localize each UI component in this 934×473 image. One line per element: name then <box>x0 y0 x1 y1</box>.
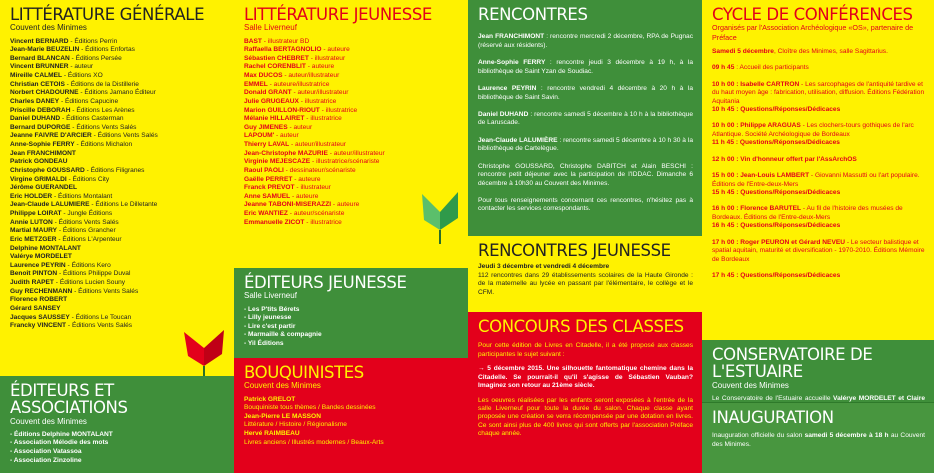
litterature-jeunesse-entry-detail: - illustrateur <box>308 54 346 62</box>
litterature-generale-entry <box>10 158 225 167</box>
litterature-generale-entry-name: Judith RAPET <box>10 279 54 287</box>
litterature-generale-entry-detail: - Jungle Éditions <box>61 210 113 218</box>
litterature-generale-entry-detail: - Éditions Vents Salés <box>91 132 158 140</box>
conservatoire-text <box>712 395 925 402</box>
bouquinistes-section <box>234 358 468 473</box>
rencontres-jeunesse-text: 112 rencontres dans 29 établissements scolaires de la Haute Gironde : de la maternelle au lycée en passant par l'élémentaire, le collège et le CFM. <box>478 271 693 296</box>
rencontre-paragraph <box>478 137 693 154</box>
litterature-jeunesse-entry <box>244 38 459 47</box>
editeurs-jeunesse-item: - Marmaille & compagnie <box>244 331 322 339</box>
conference-item <box>712 205 925 230</box>
litterature-jeunesse-entry-name: Rachel CORENBLIT <box>244 63 306 71</box>
litterature-jeunesse-entry-detail: - illustratrice <box>304 218 342 226</box>
litterature-jeunesse-entry-detail: - auteur/illustrateur <box>291 89 349 97</box>
litterature-generale-section <box>0 0 234 376</box>
litterature-generale-entry-name: Priscille DEBORAH <box>10 106 71 114</box>
cycle-conferences-title: CYCLE DE CONFÉRENCES <box>712 5 913 24</box>
litterature-generale-entry-name: Martial MAURY <box>10 227 58 235</box>
litterature-generale-entry <box>10 150 225 159</box>
litterature-generale-entry-name: Norbert CHADOURNE <box>10 89 79 97</box>
litterature-generale-entry-name: Guy RECHENMANN <box>10 287 73 295</box>
litterature-generale-entry <box>10 72 225 81</box>
rencontres-jeunesse-title: RENCONTRES JEUNESSE <box>478 241 671 260</box>
conference-time: 10 h 00 : Isabelle CARTRON <box>712 80 800 88</box>
litterature-generale-entry <box>10 270 225 279</box>
litterature-jeunesse-entry-name: Raoul PAOLI <box>244 166 284 174</box>
litterature-generale-entry-detail: - Éditions Les Arènes <box>70 106 135 114</box>
conference-time: 10 h 00 : Philippe ARAGUAS <box>712 122 801 130</box>
conference-text: - Le secteur balistique et spatial aquitain, maturité et diversification - 1970-2010. Éditions Mémoire de Bordeaux <box>712 238 925 263</box>
rencontre-text: Pour tous renseignements concernant ces rencontres, n'hésitez pas à contacter les services correspondants. <box>478 197 693 213</box>
concours-outro: Les oeuvres réalisées par les enfants seront exposées à l'entrée de la salle Liverneuf pour toute la durée du salon. Chaque classe ayant proposée une création se verra récompensée par une dotation en livres. Ce sont ainsi plus de 400 livres qui sont offerts par l'association Préface chaque année. <box>478 396 693 438</box>
rencontres-title: RENCONTRES <box>478 5 588 24</box>
litterature-jeunesse-entry-name: Thierry LAVAL <box>244 141 290 149</box>
rencontre-text: : rencontre jeudi 3 décembre à 19 h, à la bibliothèque de Saint Yzan de Soudiac. <box>478 59 693 75</box>
concours-intro: Pour cette édition de Livres en Citadelle, il a été proposé aux classes participantes le sujet suivant : <box>478 342 693 358</box>
conference-text: , Cloître des Minimes, salle Sagittarius. <box>773 47 888 55</box>
litterature-generale-entry-name: Bernard BLANCAN <box>10 54 70 62</box>
bouquiniste-specialty: Bouquiniste tous thèmes / Bandes dessinées <box>244 404 376 412</box>
litterature-generale-entry-detail: - Éditions Casterman <box>60 115 124 123</box>
rencontre-paragraph <box>478 85 693 102</box>
editeurs-associations-list <box>10 431 225 466</box>
litterature-jeunesse-entry-detail: - illustratrice/scénariste <box>310 158 380 166</box>
litterature-jeunesse-entry-detail: - illustrateur BD <box>261 37 310 45</box>
conference-item <box>712 156 925 164</box>
litterature-jeunesse-entry <box>244 89 459 98</box>
conservatoire-section <box>702 340 934 402</box>
bouquinistes-list <box>244 396 459 448</box>
litterature-generale-entry-detail: - Éditions Lucien Souny <box>53 279 126 287</box>
litterature-jeunesse-entry-detail: - illustrateur <box>294 184 331 192</box>
rencontre-text: : rencontre vendredi 4 décembre à 20 h à la bibliothèque de Saint Savin. <box>478 85 693 101</box>
rencontre-text: : rencontre mercredi 2 décembre, RPA de Pugnac (réservé aux résidents). <box>478 33 693 49</box>
litterature-generale-entry-detail: - Éditions Le Dilletante <box>89 201 158 209</box>
litterature-generale-entry <box>10 296 225 305</box>
litterature-generale-entry-name: Vincent BERNARD <box>10 37 69 45</box>
litterature-jeunesse-entry-name: Emmanuelle ZICOT <box>244 218 305 226</box>
litterature-generale-entry <box>10 184 225 193</box>
cycle-conferences-subtitle: Organisés par l'Association Archéologique «OS», partenaire de Préface <box>712 23 914 42</box>
conference-time: 09 h 45 <box>712 64 735 72</box>
litterature-generale-entry-detail: - Éditions Capucine <box>59 97 119 105</box>
litterature-jeunesse-entry-detail: - auteur/illustrateur <box>289 141 346 149</box>
litterature-jeunesse-entry-name: Virginie MEJESCAZE <box>244 158 311 166</box>
litterature-jeunesse-entry-name: Eric WANTIEZ <box>244 210 288 218</box>
conference-text: - Les clochers-tours gothiques de l'arc Atlantique. Société Archéologique de Bordeaux <box>712 122 914 138</box>
litterature-generale-entry-detail: - Éditions XO <box>62 72 103 80</box>
editeurs-jeunesse-title: ÉDITEURS JEUNESSE <box>244 273 407 292</box>
open-book-icon <box>178 318 230 376</box>
litterature-jeunesse-entry-detail: - auteur/illustrateur <box>327 149 385 157</box>
rencontres-section <box>468 0 702 236</box>
litterature-jeunesse-entry <box>244 72 459 81</box>
litterature-generale-entry <box>10 38 225 47</box>
litterature-jeunesse-entry <box>244 98 459 107</box>
litterature-generale-entry <box>10 132 225 141</box>
litterature-jeunesse-entry <box>244 124 459 133</box>
litterature-jeunesse-entry-name: Sébastien CHEBRET <box>244 54 309 62</box>
litterature-jeunesse-entry <box>244 55 459 64</box>
litterature-generale-entry-detail: - Éditions Grancher <box>57 227 116 235</box>
litterature-generale-entry <box>10 63 225 72</box>
litterature-jeunesse-entry-name: Max DUCOS <box>244 72 283 80</box>
litterature-jeunesse-section <box>234 0 468 268</box>
litterature-jeunesse-entry-name: Raffaella BERTAGNOLIO <box>244 46 322 54</box>
litterature-generale-entry-detail: - Éditions Montalant <box>52 192 113 200</box>
conference-text: - Les sarcophages de l'antiquité tardive et du haut moyen âge : fabrication, utilisation, diffusion. Éditions Fédération Aquitania <box>712 80 925 105</box>
litterature-jeunesse-entry <box>244 107 459 116</box>
litterature-generale-entry <box>10 89 225 98</box>
litterature-generale-entry-name: Florence ROBERT <box>10 296 68 304</box>
rencontre-author: Daniel DUHAND <box>478 110 529 118</box>
litterature-jeunesse-entry-name: EMMEL <box>244 80 268 88</box>
litterature-generale-entry-name: Christian CETOIS <box>10 80 65 88</box>
litterature-jeunesse-entry-name: Julie GRUGEAUX <box>244 97 299 105</box>
editeurs-associations-item: - Association Mélodie des mots <box>10 439 109 447</box>
editeurs-jeunesse-list <box>244 306 459 349</box>
litterature-jeunesse-entry <box>244 167 459 176</box>
rencontre-paragraph <box>478 33 693 50</box>
litterature-generale-entry-detail: - Éditions Vents Salés <box>70 123 137 131</box>
litterature-jeunesse-entry <box>244 158 459 167</box>
column-2 <box>234 0 468 473</box>
editeurs-jeunesse-item: - Lilly jeunesse <box>244 314 292 322</box>
conference-time: 17 h 45 : Questions/Réponses/Dédicaces <box>712 272 841 280</box>
litterature-generale-entry <box>10 98 225 107</box>
litterature-generale-entry <box>10 107 225 116</box>
litterature-generale-subtitle: Couvent des Minimes <box>10 23 87 33</box>
litterature-jeunesse-entry-detail: - auteure <box>321 46 350 54</box>
litterature-jeunesse-subtitle: Salle Liverneuf <box>244 23 297 33</box>
rencontre-paragraph <box>478 197 693 214</box>
conference-text: - Au fil de l'histoire des musées de Bordeaux. Éditions de l'Entre-deux-Mers <box>712 205 903 221</box>
inauguration-text-bold: samedi 5 décembre à 18 h <box>804 432 889 440</box>
litterature-jeunesse-entry <box>244 115 459 124</box>
litterature-generale-entry-name: Laurence PEYRIN <box>10 261 66 269</box>
litterature-generale-entry-name: Delphine MONTALANT <box>10 244 81 252</box>
conservatoire-text-prefix: Le Conservatoire de l'Estuaire accueille <box>712 394 834 402</box>
litterature-generale-entry <box>10 236 225 245</box>
litterature-generale-entry <box>10 141 225 150</box>
conservatoire-subtitle: Couvent des Minimes <box>712 380 789 390</box>
conference-item <box>712 122 925 147</box>
litterature-generale-entry <box>10 279 225 288</box>
litterature-jeunesse-entry-name: Gaëlle PERRET <box>244 175 293 183</box>
litterature-generale-entry-name: Eric HOLDER <box>10 192 53 200</box>
litterature-generale-entry-detail: - Éditions Vents Salés <box>72 287 139 295</box>
editeurs-associations-subtitle: Couvent des Minimes <box>10 416 87 426</box>
inauguration-title: INAUGURATION <box>712 408 834 427</box>
litterature-generale-entry <box>10 288 225 297</box>
litterature-generale-entry-detail: - Éditions Jamano Éditeur <box>78 89 156 97</box>
conference-time: 15 h 00 : Jean-Louis LAMBERT <box>712 172 810 180</box>
litterature-generale-entry-detail: - Éditions Philippe Duval <box>57 270 131 278</box>
litterature-generale-entry-name: Virgine GRIMALDI <box>10 175 67 183</box>
cycle-conferences-schedule <box>712 48 925 281</box>
litterature-jeunesse-entry-detail: - auteure <box>305 63 335 71</box>
litterature-generale-entry-name: Valérye MORDELET <box>10 253 72 261</box>
litterature-jeunesse-entry-detail: - auteur <box>274 132 299 140</box>
litterature-jeunesse-entry-name: Franck PREVOT <box>244 184 295 192</box>
litterature-generale-entry-name: Christophe GOUSSARD <box>10 166 85 174</box>
rencontre-author: Laurence PEYRIN <box>478 85 537 93</box>
litterature-generale-list <box>10 38 225 331</box>
rencontre-paragraph <box>478 163 693 188</box>
conference-item <box>712 48 925 56</box>
litterature-generale-entry-detail: - Éditions Perrin <box>68 37 118 45</box>
litterature-generale-entry-name: Anne-Sophie FERRY <box>10 141 75 149</box>
litterature-generale-entry-name: Mireille CALMEL <box>10 72 63 80</box>
litterature-generale-entry-name: Daniel DUHAND <box>10 115 61 123</box>
conference-time: 16 h 00 : Florence BARUTEL <box>712 205 802 213</box>
conference-item <box>712 172 925 197</box>
litterature-generale-entry <box>10 115 225 124</box>
litterature-jeunesse-entry-detail: - illustratrice <box>304 115 342 123</box>
litterature-generale-entry-name: Jean-Claude LALUMIERE <box>10 201 90 209</box>
litterature-generale-entry-detail: - Éditions Le Toucan <box>69 313 132 321</box>
conference-time: 17 h 00 : Roger PEURON et Gérard NEVEU <box>712 238 846 246</box>
litterature-jeunesse-entry-name: Anne SAMUEL <box>244 192 291 200</box>
rencontre-author: Jean-Claude LALUMIÈRE <box>478 136 558 144</box>
litterature-generale-entry-detail: - Éditions Kero <box>65 261 111 269</box>
litterature-jeunesse-entry-detail: - auteure <box>331 201 360 209</box>
bouquinistes-title: BOUQUINISTES <box>244 363 364 382</box>
conference-item <box>712 81 925 115</box>
litterature-jeunesse-entry-name: Marion GUILLON-RIOUT <box>244 106 320 114</box>
litterature-generale-entry <box>10 305 225 314</box>
litterature-generale-entry-name: Philippe LOIRAT <box>10 210 62 218</box>
rencontre-author: Jean FRANCHIMONT <box>478 33 545 41</box>
column-4 <box>702 0 934 473</box>
litterature-generale-entry-name: Jacques SAUSSEY <box>10 313 70 321</box>
editeurs-jeunesse-section <box>234 268 468 358</box>
conference-time: 12 h 00 : Vin d'honneur offert par l'AssArchOS <box>712 155 857 163</box>
conference-qa: 16 h 45 : Questions/Réponses/Dédicaces <box>712 222 841 230</box>
editeurs-associations-item: - Éditions Delphine MONTALANT <box>10 430 113 438</box>
litterature-generale-entry-name: Vincent BRUNNER <box>10 63 69 71</box>
inauguration-text-prefix: Inauguration officielle du salon <box>712 432 805 440</box>
conference-text: : Accueil des participants <box>734 64 809 72</box>
editeurs-jeunesse-item: - Lire c'est partir <box>244 322 296 330</box>
conference-item <box>712 239 925 264</box>
rencontre-author: Anne-Sophie FERRY <box>478 59 546 67</box>
editeurs-associations-title: ÉDITEURS ET ASSOCIATIONS <box>10 381 128 418</box>
litterature-generale-entry <box>10 219 225 228</box>
litterature-jeunesse-entry-detail: - auteure <box>290 192 319 200</box>
litterature-generale-entry-detail: - Éditions Vents Salés <box>52 218 119 226</box>
editeurs-associations-item: - Association Vatassoa <box>10 448 82 456</box>
concours-section <box>468 312 702 473</box>
conference-time: Samedi 5 décembre <box>712 47 774 55</box>
editeurs-jeunesse-item: - Yil Éditions <box>244 340 284 348</box>
litterature-generale-entry <box>10 81 225 90</box>
litterature-jeunesse-entry-detail: - auteur/illustrateur <box>282 72 340 80</box>
litterature-jeunesse-title: LITTÉRATURE JEUNESSE <box>244 5 432 24</box>
litterature-jeunesse-entry-name: Jeanne TABONI-MISERAZZI <box>244 201 332 209</box>
litterature-generale-entry <box>10 167 225 176</box>
bouquiniste-specialty: Littérature / Histoire / Régionalisme <box>244 421 347 429</box>
rencontre-text: : rencontre samedi 5 décembre à 10 h à la bibliothèque de Laruscade. <box>478 110 693 127</box>
litterature-generale-entry-name: Francky VINCENT <box>10 322 67 330</box>
litterature-jeunesse-entry <box>244 46 459 55</box>
litterature-jeunesse-entry <box>244 150 459 159</box>
litterature-jeunesse-entry-name: BAST <box>244 37 262 45</box>
litterature-generale-entry <box>10 253 225 262</box>
bouquiniste-name: Patrick GRELOT <box>244 395 296 403</box>
editeurs-jeunesse-subtitle: Salle Liverneuf <box>244 291 297 301</box>
inauguration-section <box>702 402 934 473</box>
cycle-conferences-section <box>702 0 934 340</box>
conference-text: - Giovanni Massutti ou l'art populaire. Éditions de l'Entre-deux-Mers <box>712 172 920 188</box>
inauguration-text-suffix: au Couvent des Minimes. <box>712 432 925 448</box>
litterature-generale-entry <box>10 227 225 236</box>
litterature-jeunesse-entry-detail: - illustratrice <box>298 97 337 105</box>
litterature-generale-entry-detail: - Éditions City <box>66 175 110 183</box>
litterature-generale-entry-name: Bernard DUPORGE <box>10 123 71 131</box>
rencontres-jeunesse-date: Jeudi 3 décembre et vendredi 4 décembre <box>478 263 610 271</box>
bouquiniste-name: Hervé RAIMBEAU <box>244 430 300 438</box>
rencontre-paragraph <box>478 59 693 76</box>
conference-qa: 10 h 45 : Questions/Réponses/Dédicaces <box>712 105 841 113</box>
litterature-jeunesse-entry <box>244 81 459 90</box>
litterature-generale-entry-detail: - Éditions Filigranes <box>84 166 145 174</box>
litterature-jeunesse-entry-name: Mélanie HILLAIRET <box>244 115 305 123</box>
litterature-jeunesse-entry-detail: - auteur/scénariste <box>287 210 345 218</box>
litterature-jeunesse-entry-detail: - auteure <box>292 175 321 183</box>
litterature-generale-entry-name: Jérôme GUERANDEL <box>10 184 78 192</box>
litterature-jeunesse-entry <box>244 132 459 141</box>
litterature-generale-title: LITTÉRATURE GÉNÉRALE <box>10 5 205 24</box>
litterature-generale-entry <box>10 176 225 185</box>
litterature-generale-entry-detail: - Éditions de la Distillerie <box>64 80 139 88</box>
litterature-jeunesse-entry-detail: - auteur <box>287 123 313 131</box>
litterature-generale-entry-detail: - Éditions Vents Salés <box>66 322 133 330</box>
litterature-generale-entry-name: Gérard SANSEY <box>10 304 61 312</box>
litterature-generale-entry <box>10 245 225 254</box>
litterature-jeunesse-entry-name: Donald GRANT <box>244 89 292 97</box>
editeurs-associations-item: - Association Zinzoline <box>10 456 82 464</box>
litterature-jeunesse-entry-detail: - auteure/illustratrice <box>267 80 330 88</box>
concours-subject: → 5 décembre 2015. Une silhouette fantomatique chemine dans la Citadelle. Se pourrait-il qu'il s'agisse de Sébastien Vauban? Imaginez son retour au 21ème siècle. <box>478 365 693 390</box>
litterature-generale-entry-detail: - Éditions Enfortas <box>79 46 135 54</box>
litterature-generale-entry <box>10 46 225 55</box>
litterature-generale-entry-name: Patrick GONDEAU <box>10 158 68 166</box>
litterature-generale-entry-name: Charles DANEY <box>10 97 60 105</box>
litterature-generale-entry-detail: - Éditions L'Arpenteur <box>56 235 122 243</box>
litterature-jeunesse-entry <box>244 63 459 72</box>
litterature-generale-entry-detail: - Éditions Michalon <box>74 141 133 149</box>
rencontres-list <box>478 33 693 214</box>
litterature-generale-entry-detail: - auteur <box>68 63 94 71</box>
litterature-generale-entry-name: Jean FRANCHIMONT <box>10 149 76 157</box>
litterature-jeunesse-entry <box>244 141 459 150</box>
conference-item <box>712 64 925 72</box>
conservatoire-text-bold: Valérye MORDELET et Claire <box>833 394 925 402</box>
column-1 <box>0 0 234 473</box>
conference-item <box>712 272 925 280</box>
litterature-jeunesse-entry-name: Jean-Christophe MAZURIE <box>244 149 328 157</box>
bouquiniste-name: Jean-Pierre LE MASSON <box>244 412 321 420</box>
open-book-icon <box>414 182 466 244</box>
concours-title: CONCOURS DES CLASSES <box>478 317 684 336</box>
litterature-generale-entry-name: Annie LUTON <box>10 218 53 226</box>
rencontre-text: : rencontre samedi 5 décembre à 10 h 30 à la bibliothèque de Cartelègue. <box>478 136 693 153</box>
litterature-generale-entry-name: Jean-Marie BEUZELIN <box>10 46 80 54</box>
litterature-jeunesse-entry-name: LAPOUM' <box>244 132 275 140</box>
bouquiniste-specialty: Livres anciens / Illustrés modernes / Beaux-Arts <box>244 438 384 446</box>
litterature-generale-entry <box>10 55 225 64</box>
inauguration-text <box>712 432 925 449</box>
conference-qa: 11 h 45 : Questions/Réponses/Dédicaces <box>712 139 840 147</box>
rencontre-text: Christophe GOUSSARD, Christophe DABITCH et Alain BESCHI : rencontre petit déjeuner avec la participation de l'IDDAC. Dimanche 6 décembre à 10h30 au Couvent des Minimes. <box>478 162 693 187</box>
litterature-generale-entry-detail: - Éditions Persée <box>69 54 122 62</box>
rencontres-jeunesse-section <box>468 236 702 312</box>
editeurs-associations-section <box>0 376 234 473</box>
litterature-generale-entry-name: Benoît PINTON <box>10 270 58 278</box>
litterature-generale-entry-name: Eric METZGER <box>10 235 57 243</box>
rencontre-paragraph <box>478 111 693 128</box>
litterature-generale-entry <box>10 201 225 210</box>
litterature-jeunesse-entry-detail: - dessinateur/scénariste <box>283 166 356 174</box>
litterature-jeunesse-entry-name: Guy JIMENES <box>244 123 288 131</box>
conservatoire-title: CONSERVATOIRE DE L'ESTUAIRE <box>712 345 873 382</box>
column-3 <box>468 0 702 473</box>
editeurs-jeunesse-item: - Les P'tits Bérets <box>244 305 300 313</box>
litterature-jeunesse-entry-detail: - illustratrice <box>319 106 358 114</box>
litterature-generale-entry <box>10 210 225 219</box>
bouquinistes-subtitle: Couvent des Minimes <box>244 381 321 391</box>
litterature-generale-entry-name: Jeanne FAIVRE D'ARCIER <box>10 132 92 140</box>
conference-qa: 15 h 45 : Questions/Réponses/Dédicaces <box>712 189 841 196</box>
